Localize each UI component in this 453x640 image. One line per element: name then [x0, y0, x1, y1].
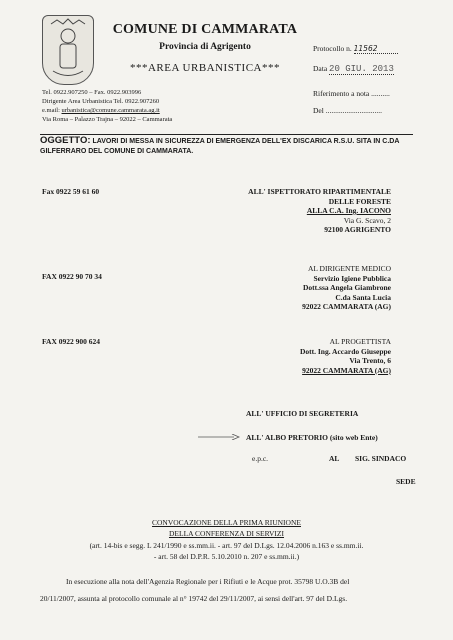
convocation-title: CONVOCAZIONE DELLA PRIMA RIUNIONE — [152, 518, 301, 527]
recipient-1-fax: Fax 0922 59 61 60 — [42, 187, 100, 196]
recipient-sindaco-prefix: AL — [329, 454, 340, 463]
date-field — [313, 64, 394, 75]
contact-phone: Tel. 0922.907250 – Fax. 0922.903996 — [42, 89, 142, 96]
recipient-1-line: Via G. Scavo, 2 — [343, 215, 391, 225]
recipient-3-fax: FAX 0922 900 624 — [42, 337, 100, 346]
recipient-2-line: AL DIRIGENTE MEDICO — [307, 264, 391, 273]
recipient-3-line: AL PROGETTISTA — [329, 337, 391, 346]
protocol-value: 11562 — [354, 44, 398, 54]
recipient-2-fax: FAX 0922 90 70 34 — [42, 272, 102, 281]
recipient-1-line: 92100 AGRIGENTO — [324, 225, 391, 234]
date-stamp: 20 GIU. 2013 — [329, 64, 394, 74]
convocation-law-reference-2: - art. 58 del D.P.R. 5.10.2010 n. 207 e ss.mm.ii.) — [153, 552, 300, 561]
contact-email-line — [42, 107, 160, 115]
recipient-2-line: C.da Santa Lucia — [335, 292, 391, 302]
municipality-title: COMUNE DI CAMMARATA — [112, 22, 298, 37]
province-name: Provincia di Agrigento — [159, 42, 251, 52]
epc-label: e.p.c. — [252, 454, 269, 463]
recipient-1-line: ALLA C.A. Ing. IACONO — [306, 206, 391, 215]
recipient-3-line: Via Trento, 6 — [349, 356, 391, 365]
body-paragraph-line: In esecuzione alla nota dell'Agenzia Regionale per i Rifiuti e le Acque prot. 35798 U.O.3B del — [66, 577, 350, 586]
protocol-field — [313, 44, 398, 54]
recipient-1-address — [248, 187, 391, 235]
contact-director: Dirigente Area Urbanistica Tel. 0922.907260 — [42, 98, 160, 105]
recipient-segreteria: ALL' UFFICIO DI SEGRETERIA — [246, 409, 359, 418]
subject-label: OGGETTO: — [40, 135, 91, 146]
date-label: Data — [313, 64, 328, 73]
protocol-label: Protocollo n. — [313, 44, 352, 53]
email-prefix: e.mail: — [42, 107, 62, 114]
convocation-subtitle: DELLA CONFERENZA DI SERVIZI — [168, 529, 285, 538]
subject-text: LAVORI DI MESSA IN SICUREZZA DI EMERGENZA DELL'EX DISCARICA R.S.U. SITA IN C.DA GILFERRARO DEL COMUNE DI CAMMARATA. — [40, 138, 400, 155]
recipient-sindaco: SIG. SINDACO — [355, 454, 407, 463]
recipient-3-address — [300, 337, 391, 375]
recipient-3-line: Dott. Ing. Accardo Giuseppe — [299, 346, 391, 356]
recipient-2-line: Servizio Igiene Pubblica — [313, 273, 391, 283]
recipient-2-line: 92022 CAMMARATA (AG) — [302, 302, 391, 311]
recipient-1-line: DELLE FORESTE — [328, 196, 391, 206]
subject-block — [40, 134, 413, 157]
convocation-law-reference: (art. 14-bis e segg. L 241/1990 e ss.mm.ii. - art. 97 del D.Lgs. 12.04.2006 n.163 e ss.mm.ii. — [89, 541, 364, 550]
recipient-1-line: ALL' ISPETTORATO RIPARTIMENTALE — [248, 187, 391, 196]
arrow-right-icon — [198, 434, 240, 440]
recipient-albo: ALL' ALBO PRETORIO (sito web Ente) — [246, 433, 378, 442]
recipient-2-line: Dott.ssa Angela Giambrone — [303, 283, 391, 292]
reference-field: Riferimento a nota .......... — [313, 89, 390, 98]
recipient-3-line: 92022 CAMMARATA (AG) — [302, 365, 391, 375]
reference-date-field: Del .............................. — [313, 106, 382, 115]
recipient-2-address — [302, 264, 391, 312]
email-link[interactable]: urbanistica@comune.cammarata.ag.it — [61, 107, 160, 114]
body-paragraph-line: 20/11/2007, assunta al protocollo comunale al n° 19742 del 29/11/2007, ai sensi dell'art. 97 del D.Lgs. — [40, 594, 348, 603]
municipal-crest-logo — [42, 15, 94, 85]
contact-address: Via Roma – Palazzo Trajna – 92022 – Cammarata — [42, 116, 173, 123]
department-name: ***AREA URBANISTICA*** — [129, 62, 281, 74]
recipient-sede: SEDE — [396, 477, 416, 486]
